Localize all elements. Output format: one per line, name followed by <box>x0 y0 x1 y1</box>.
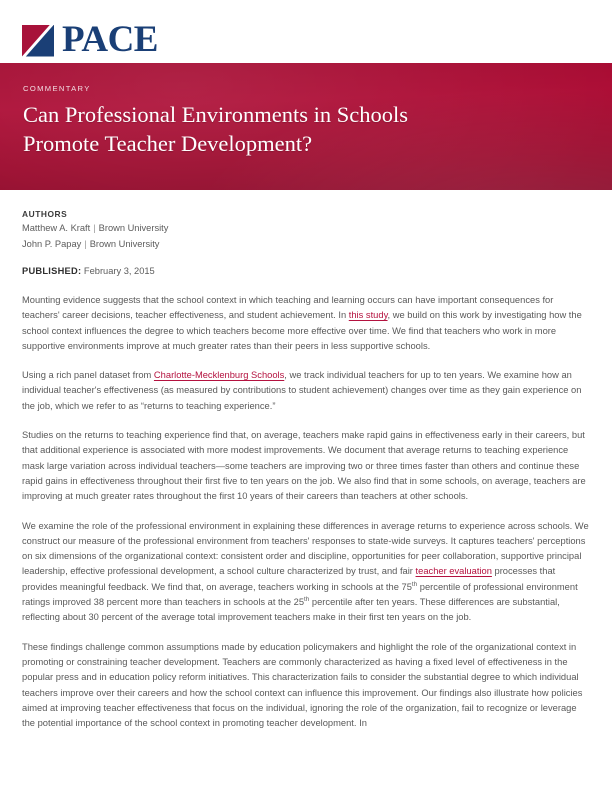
paragraph-4-text-c: percentile of professional environment ratings improved 38 percent more than teachers in schools at the 25 <box>22 581 578 608</box>
paragraph-1-text-a: Mounting evidence suggests that the school context in which teaching and learning occurs can have important consequences for teachers' career decisions, teacher effectiveness, and student achievement. In <box>22 295 554 321</box>
paragraph-1 <box>22 293 590 354</box>
pace-logo[interactable] <box>22 19 158 60</box>
paragraph-2-text-b: , we track individual teachers for up to ten years. We examine how an individual teacher's effectiveness (as measured by contributions to student achievement) changes over time as they gain experience on the job, which we refer to as “returns to teaching experience.” <box>22 370 582 411</box>
link-this-study[interactable]: this study <box>348 310 388 321</box>
paragraph-2 <box>22 368 590 414</box>
published-label: PUBLISHED: <box>22 266 82 276</box>
list-item <box>22 237 590 251</box>
link-teacher-evaluation[interactable]: teacher evaluation <box>415 566 492 577</box>
superscript-25th: th <box>304 595 310 603</box>
authors-label: AUTHORS <box>22 209 68 219</box>
paragraph-3: Studies on the returns to teaching experience find that, on average, teachers make rapid gains in effectiveness early in their careers, but that additional experience is associated with more modest improvements. We document that average returns to teaching experience mask large variation across individual teachers—some teachers are improving two or three times faster than others and continue these rapid gains in effectiveness throughout their first five to ten years on the job. We also find that in some schools, on average, teachers are improving at much greater rates throughout the first 10 years of their careers than teachers at other schools. <box>22 430 586 502</box>
superscript-75th: th <box>411 580 418 588</box>
paragraph-4 <box>22 519 590 626</box>
page-title-line-2: Promote Teacher Development? <box>23 130 313 156</box>
author-separator: | <box>93 223 96 233</box>
site-header <box>0 0 612 63</box>
pace-diagonal-square-icon <box>22 25 54 57</box>
author-name: Matthew A. Kraft <box>22 223 91 233</box>
author-affiliation: Brown University <box>89 239 160 249</box>
author-name: John P. Papay <box>22 239 82 249</box>
article-banner <box>0 63 612 190</box>
list-item <box>22 221 590 235</box>
paragraph-4-text-d: percentile after ten years. These differences are substantial, reflecting about 30 percent of the average total improvement teachers make in their first ten years on the job. <box>22 597 560 623</box>
paragraph-5: These findings challenge common assumptions made by education policymakers and highlight the role of the organizational context in promoting or constraining teacher development. Teachers are commonly characterized as having a fixed level of effectiveness in the popular press and in education policy reform initiatives. This characterization fails to consider the substantial degree to which individual teachers improve over their careers and how the school context can influence this improvement. Our findings also illustrate how policies aimed at improving teacher effectiveness that focus on the individual, ignoring the role of the organization, fail to recognize or leverage the potential importance of the school context in promoting teacher development. In <box>22 641 583 729</box>
article-body <box>0 209 612 731</box>
link-charlotte-mecklenburg-schools[interactable]: Charlotte-Mecklenburg Schools <box>153 370 285 381</box>
page-title-line-1: Can Professional Environments in Schools <box>23 102 408 127</box>
paragraph-4-text-a: We examine the role of the professional environment in explaining these differences in average returns to experience across schools. We construct our measure of the professional environment from teachers' responses to state-wide surveys. It captures teachers' perceptions on six dimensions of the organizational context: consistent order and discipline, opportunities for peer collaboration, supportive principal leadership, effective professional development, a school culture characterized by trust, and fair <box>22 520 589 577</box>
published-date: February 3, 2015 <box>83 266 155 276</box>
published-line <box>22 266 590 276</box>
author-separator: | <box>84 239 87 249</box>
author-affiliation: Brown University <box>98 223 169 233</box>
paragraph-2-text-a: Using a rich panel dataset from <box>22 370 154 381</box>
logo-wordmark: PACE <box>62 19 158 60</box>
page-title <box>23 101 582 158</box>
paragraph-4-text-b: processes that provides meaningful feedback. We find that, on average, teachers working in schools at the 75 <box>22 566 556 592</box>
article-kicker: COMMENTARY <box>23 84 91 93</box>
paragraph-1-text-b: , we build on this work by investigating how the school context influences the degree to which teachers become more effective over time. We find that teachers who work in more supportive environments improve at much greater rates than their peers in less supportive schools. <box>22 310 582 351</box>
